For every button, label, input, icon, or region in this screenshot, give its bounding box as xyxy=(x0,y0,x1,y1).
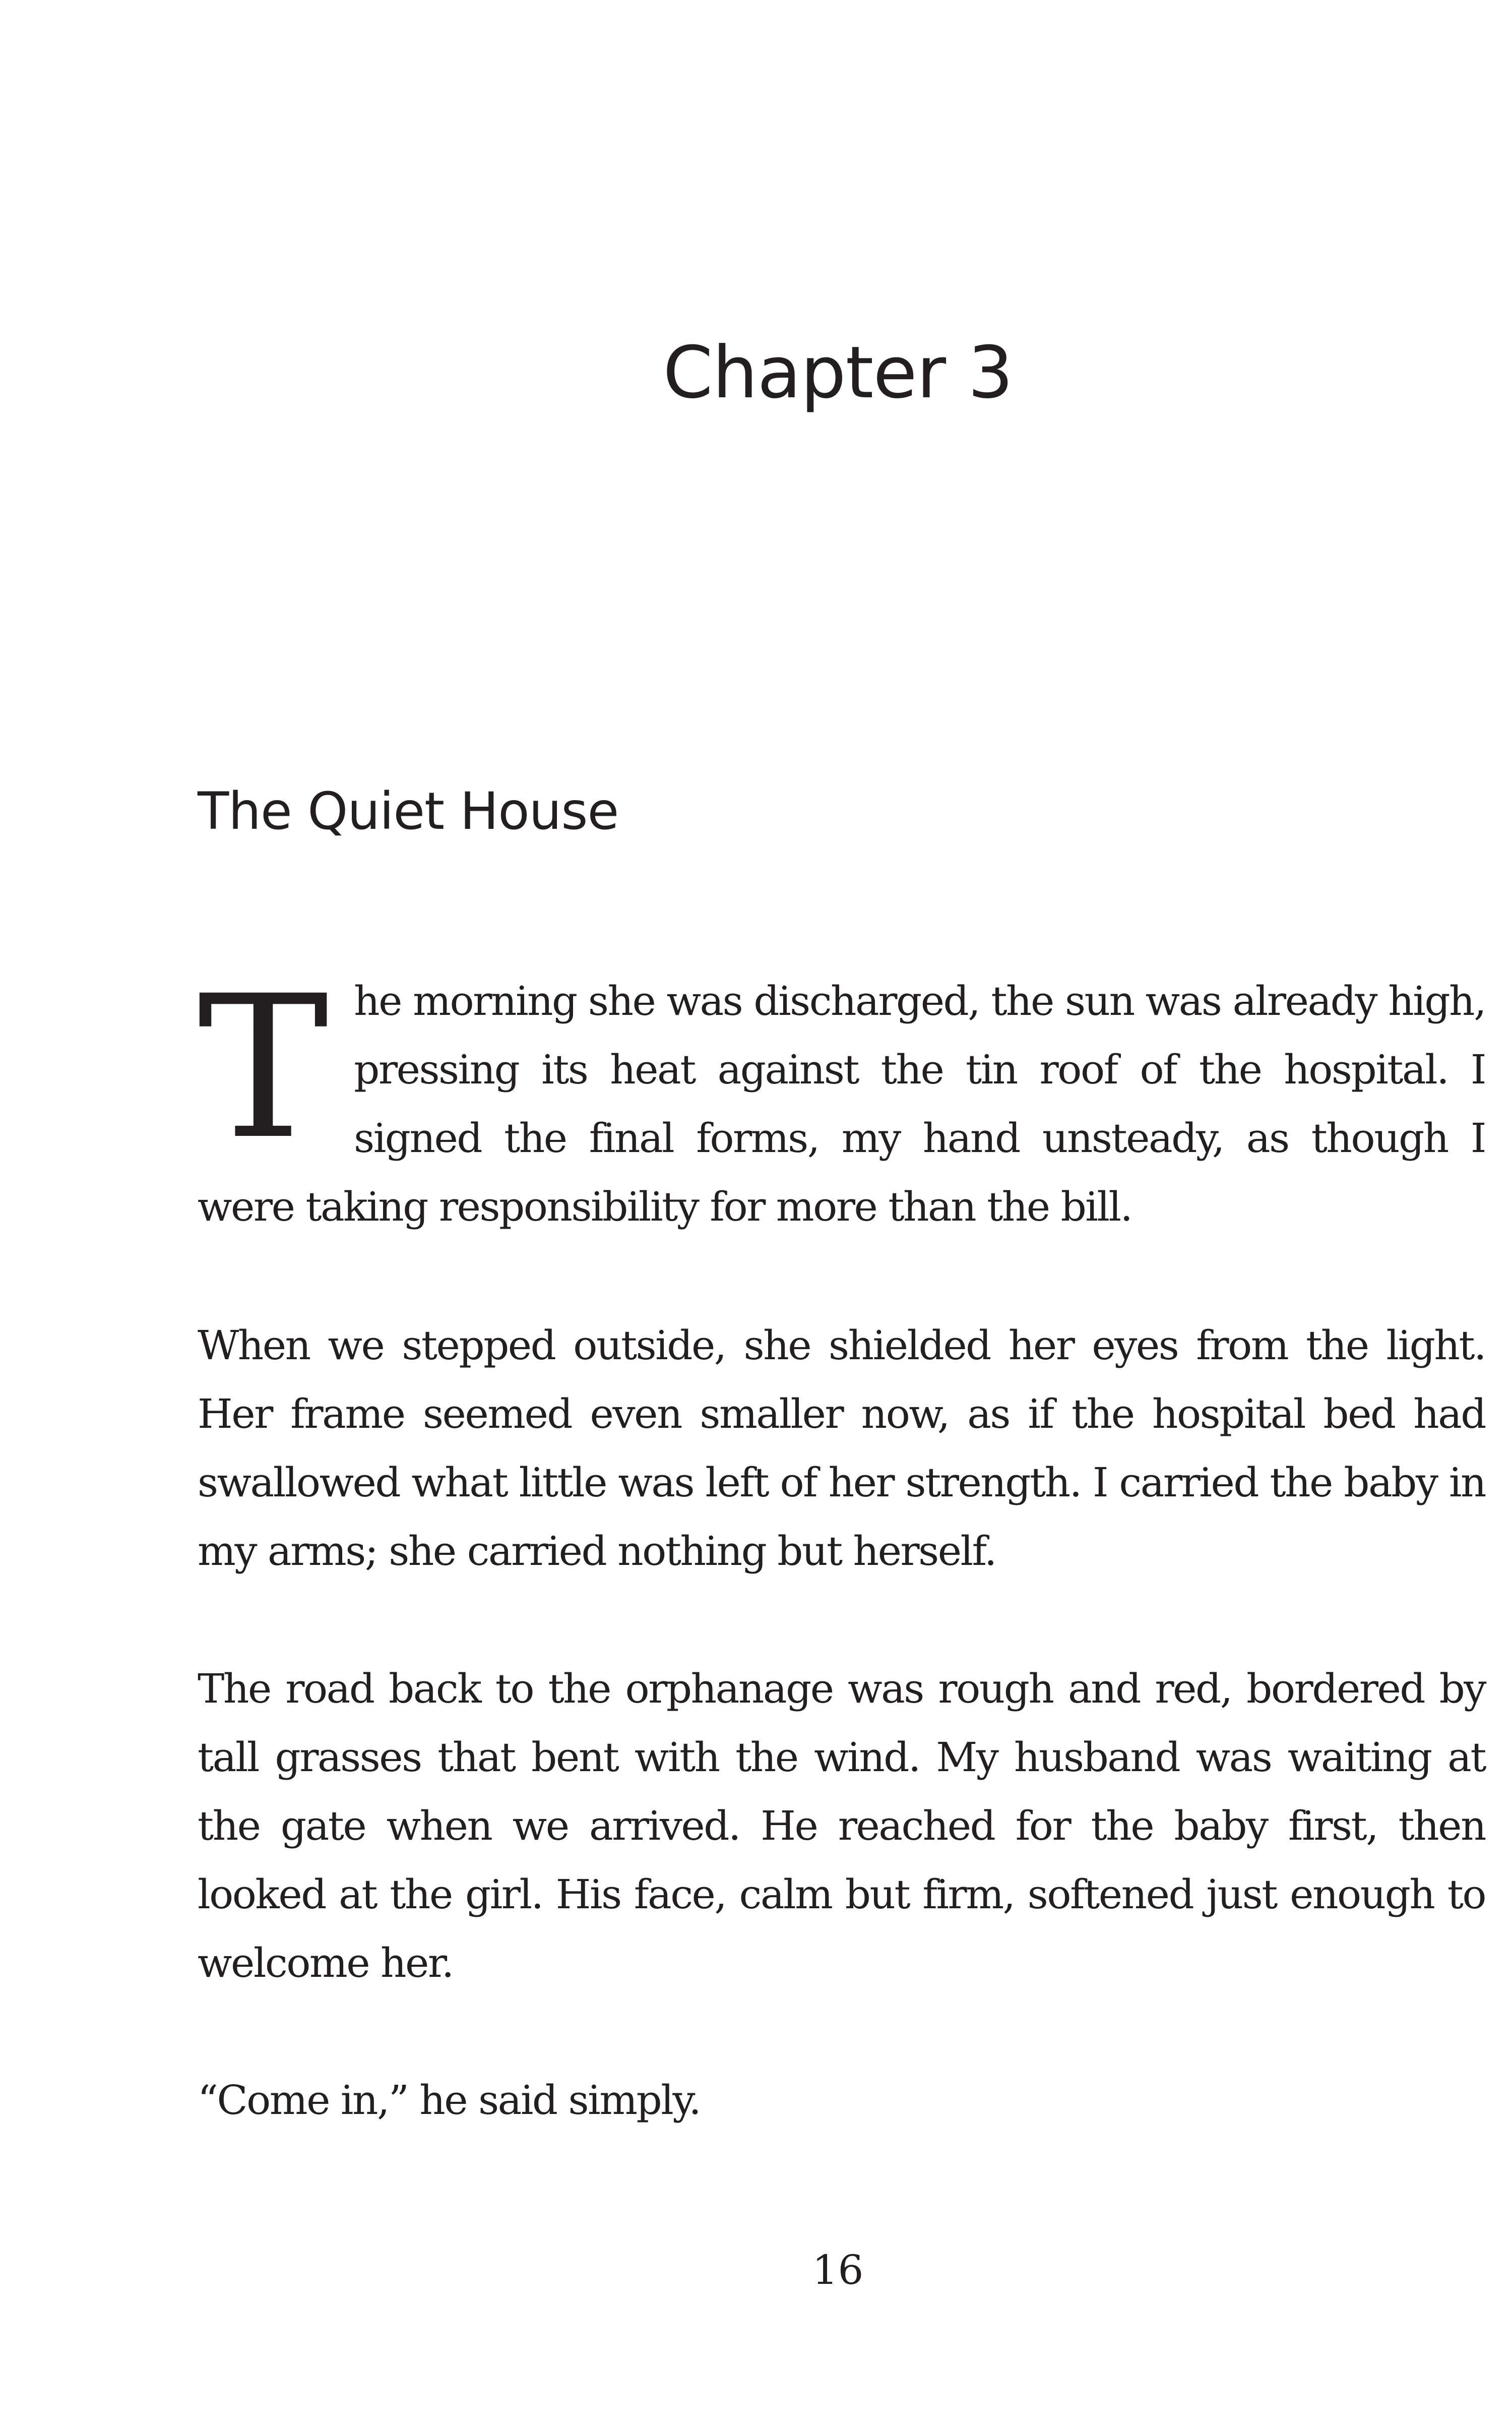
paragraph-4: “Come in,” he said simply. xyxy=(198,2077,701,2124)
paragraph-2: When we stepped outside, she shielded her eyes from the light. Her frame seemed even smaller now, as if the hospital bed had swallowed what little was left of her strength. I carried the baby in my arms; she carried nothing but herself. xyxy=(198,1322,1485,1575)
chapter-title: Chapter 3 xyxy=(663,331,1013,414)
paragraph-1-text: he morning she was discharged, the sun was already high, pressing its heat against the tin roof of the hospital. I signed the final forms, my hand unsteady, as though I were taking responsibility for more than the bill. xyxy=(198,978,1485,1230)
paragraph-1 xyxy=(198,953,1485,1241)
page-number: 16 xyxy=(812,2247,864,2293)
paragraph-3: The road back to the orphanage was rough and red, bordered by tall grasses that bent with the wind. My husband was waiting at the gate when we arrived. He reached for the baby first, then looked at the girl. His face, calm but firm, softened just enough to welcome her. xyxy=(198,1665,1485,1986)
section-heading: The Quiet House xyxy=(198,781,619,841)
drop-cap: T xyxy=(198,953,329,1182)
